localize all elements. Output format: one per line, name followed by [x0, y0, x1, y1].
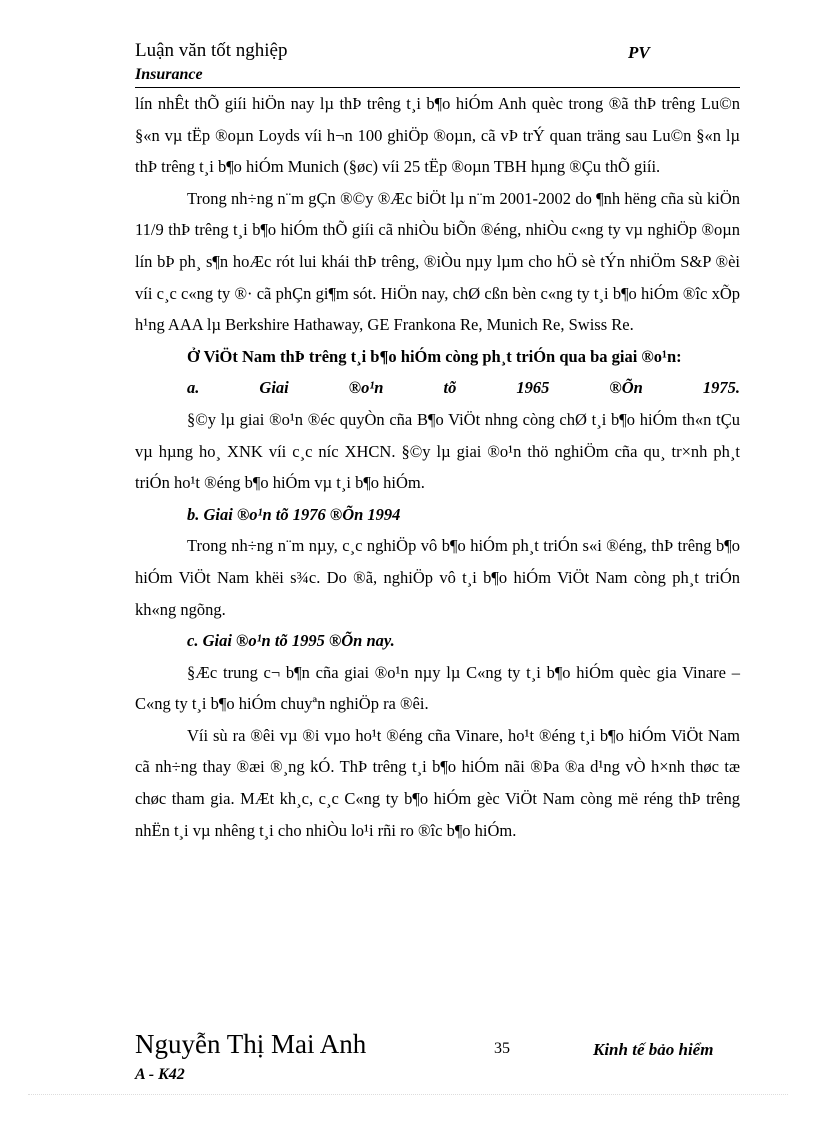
paragraph-c: §Æc trung c¬ b¶n cña giai ®o¹n nµy lµ C«ng ty t¸i b¶o hiÓm quèc gia Vinare – C«ng ty t¸i b¶o hiÓm chuyªn nghiÖp ra ®êi.	[135, 662, 740, 714]
footer-author-name: Nguyễn Thị Mai Anh	[135, 1029, 367, 1059]
paragraph-1: lín nhÊt thÕ giíi hiÖn nay lµ thÞ trêng t¸i b¶o hiÓm Anh quèc trong ®ã thÞ trêng Lu©n §«n vµ tËp ®oµn Loyds víi h¬n 100 ghiÖp ®oµn, cã vÞ trÝ quan träng sau Lu©n §«n lµ thÞ trêng t¸i b¶o hiÓm Munich (§øc) víi 25 tËp ®oµn TBH hµng ®Çu thÕ giíi.	[135, 94, 740, 177]
paragraph-b: Trong nh÷ng n¨m nµy, c¸c nghiÖp vô b¶o hiÓm ph¸t triÓn s«i ®éng, thÞ trêng b¶o hiÓm ViÖt Nam khëi s¾c. Do ®ã, nghiÖp vô t¸i b¶o hiÓm ViÖt Nam còng ph¸t triÓn kh«ng ngõng.	[135, 536, 740, 619]
page-number: 35	[494, 1040, 510, 1057]
footer-right-label: Kinh tế bảo hiểm	[593, 1040, 714, 1059]
heading-a: a. Giai ®o¹n tõ 1965 ®Õn 1975.	[187, 378, 740, 398]
heading-c: c. Giai ®o¹n tõ 1995 ®Õn nay.	[187, 631, 395, 651]
paragraph-2: Trong nh÷ng n¨m gÇn ®©y ®Æc biÖt lµ n¨m 2001-2002 do ¶nh hëng cña sù kiÖn 11/9 thÞ trêng t¸i b¶o hiÓm thÕ giíi cã nhiÒu biÕn ®éng, nhiÒu c«ng ty vµ nghiÖp ®oµn lín bÞ ph¸ s¶n hoÆc rót lui khái thÞ trêng, ®iÒu nµy lµm cho hÖ sè tÝn nhiÖm S&P ®èi víi c¸c c«ng ty ®· cã phÇn gi¶m sót. HiÖn nay, chØ cßn bèn c«ng ty t¸i b¶o hiÓm ®îc xÕp h¹ng AAA lµ Berkshire Hathaway, GE Frankona Re, Munich Re, Swiss Re.	[135, 188, 740, 335]
paragraph-d: Víi sù ra ®êi vµ ®i vµo ho¹t ®éng cña Vinare, ho¹t ®éng t¸i b¶o hiÓm ViÖt Nam cã nh÷ng thay ®æi ®¸ng kÓ. ThÞ trêng t¸i b¶o hiÓm nãi ®Þa ®a d¹ng vÒ h×nh thøc tæ chøc tham gia. MÆt kh¸c, c¸c C«ng ty b¶o hiÓm gèc ViÖt Nam còng më réng thÞ trêng nhËn t¸i vµ nhêng t¸i cho nhiÒu lo¹i rñi ro ®îc b¶o hiÓm.	[135, 725, 740, 840]
header-subtitle: Insurance	[135, 66, 203, 83]
section-intro: Ở ViÖt Nam thÞ trêng t¸i b¶o hiÓm còng ph¸t triÓn qua ba giai ®o¹n:	[187, 346, 682, 366]
footer-class: A - K42	[135, 1066, 185, 1083]
paragraph-a: §©y lµ giai ®o¹n ®éc quyÒn cña B¶o ViÖt nhng còng chØ t¸i b¶o hiÓm th«n tÇu vµ hµng ho¸ XNK víi c¸c níc XHCN. §©y lµ giai ®o¹n thö nghiÖm cña qu¸ tr×nh ph¸t triÓn ho¹t ®éng b¶o hiÓm vµ t¸i b¶o hiÓm.	[135, 409, 740, 493]
page-bottom-dotted-line	[28, 1094, 788, 1095]
heading-b: b. Giai ®o¹n tõ 1976 ®Õn 1994	[187, 504, 401, 524]
header-title: Luận văn tốt nghiệp	[135, 40, 288, 61]
header-right-label: PV	[628, 43, 650, 62]
document-body	[135, 88, 740, 846]
